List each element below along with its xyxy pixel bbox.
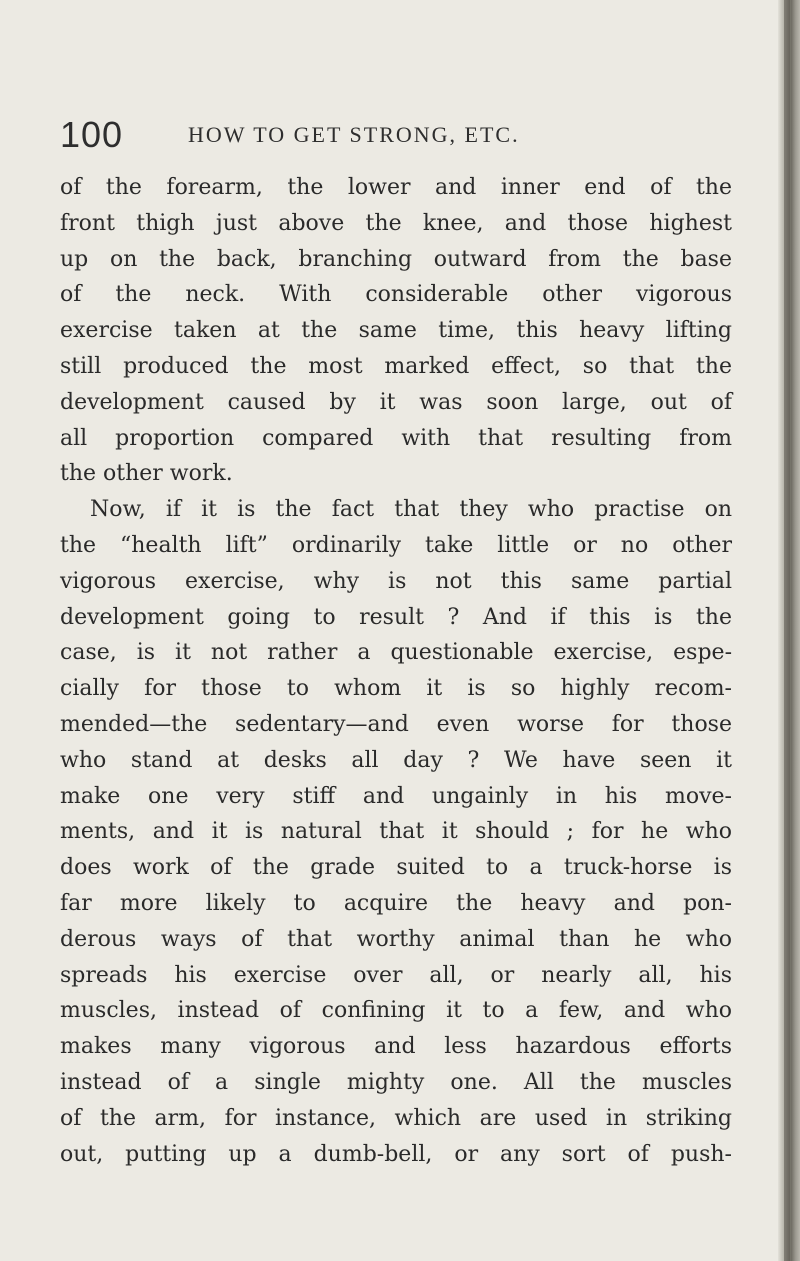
text-line: of the neck. With considerable other vigorous xyxy=(60,282,732,308)
text-line: of the forearm, the lower and inner end of the xyxy=(60,175,732,200)
text-line: all proportion compared with that resulting from xyxy=(60,425,732,451)
text-line: makes many vigorous and less hazardous efforts xyxy=(60,1034,732,1060)
text-line: out, putting up a dumb-bell, or any sort of push- xyxy=(60,1141,732,1167)
page-header xyxy=(60,114,740,154)
text-line: front thigh just above the knee, and those highest xyxy=(60,210,732,236)
text-line: development caused by it was soon large, out of xyxy=(60,389,732,415)
text-line: instead of a single mighty one. All the muscles xyxy=(60,1069,732,1095)
text-line: spreads his exercise over all, or nearly all, his xyxy=(60,962,732,988)
page-number: 100 xyxy=(60,114,124,155)
text-line: vigorous exercise, why is not this same partial xyxy=(60,568,732,594)
text-line: the “health lift” ordinarily take little or no other xyxy=(60,532,732,558)
text-line: far more likely to acquire the heavy and pon- xyxy=(60,890,732,916)
body-text xyxy=(60,170,732,1172)
text-line: ments, and it is natural that it should ; for he who xyxy=(60,819,732,845)
text-line: exercise taken at the same time, this heavy lifting xyxy=(60,318,732,344)
running-head: HOW TO GET STRONG, ETC. xyxy=(188,122,520,147)
text-line: up on the back, branching outward from the base xyxy=(60,246,732,272)
text-line: development going to result ? And if this is the xyxy=(60,604,732,630)
text-line: muscles, instead of confining it to a few, and who xyxy=(60,998,732,1024)
text-line: mended—the sedentary—and even worse for those xyxy=(60,711,732,737)
text-line: of the arm, for instance, which are used in striking xyxy=(60,1105,732,1131)
text-line: cially for those to whom it is so highly recom- xyxy=(60,676,732,702)
text-line: make one very stiff and ungainly in his move- xyxy=(60,783,732,809)
text-line: does work of the grade suited to a truck-horse is xyxy=(60,855,732,881)
text-line: still produced the most marked effect, so that the xyxy=(60,353,732,379)
text-line: the other work. xyxy=(60,461,233,487)
text-line: Now, if it is the fact that they who practise on xyxy=(90,497,732,523)
text-line: derous ways of that worthy animal than he who xyxy=(60,926,732,952)
text-line: case, is it not rather a questionable exercise, espe- xyxy=(60,640,732,666)
page-edge-binding xyxy=(784,0,790,1261)
text-line: who stand at desks all day ? We have seen it xyxy=(60,747,732,773)
